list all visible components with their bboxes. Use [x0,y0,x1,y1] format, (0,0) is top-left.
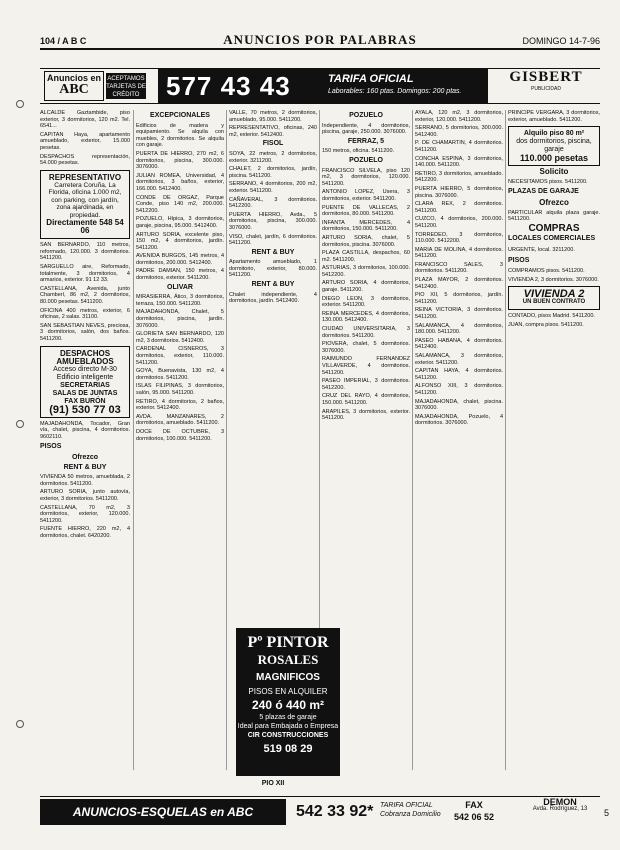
classified-ad: SOYA, 22 metros, 2 dormitorios, exterior. 3211200. [229,150,317,164]
classified-ad: MIRASIERRA, Ático, 3 dormitorios, terraza, 150.000. 5411200. [136,294,224,307]
classified-ad: COMPRAMOS pisos. 5411200. [508,268,585,275]
phone-box [158,69,488,103]
classified-ad: P. DE CHAMARTIN, 4 dormitorios. 5411200. [415,140,503,153]
classified-ad: GLORIETA SAN BERNARDO, 120 m2, 3 dormitorios. 5412400. [136,331,224,344]
pintor-line8: CIR CONSTRUCCIONES [247,732,329,739]
classified-ad: PIO XII, 5 dormitorios, jardín. 5411200. [415,292,503,305]
esquelas-banner: ANUNCIOS-ESQUELAS en ABC [40,799,286,825]
footer-fax [454,799,494,823]
gisbert-name: GISBERT [509,69,583,85]
ad-title: DESPACHOS AMUEBLADOS [56,348,114,366]
classified-ad: POZUELO, Hípica, 3 dormitorios, garaje, piscina, 95.000. 5412400. [136,216,224,229]
classified-ad: CIUDAD UNIVERSITARIA, 3 dormitorios. 5411200. [322,326,410,339]
fisol-head: FISOL [262,140,284,148]
fax-number: 542 06 52 [454,812,495,822]
brand-line1: Anuncios en [46,73,101,83]
ad-price: 110.000 pesetas [519,153,589,164]
section-solicito: Solicito [539,167,569,177]
classified-ad: FUENTE HIERRO, 220 m2, 4 dormitorios, chalet. 6420200. [40,526,130,539]
ad-line: SECRETARIAS [60,381,110,389]
classified-ad: CASTELLANA, 70 m2, 3 dormitorios, exterior, 120.000. 5411200. [40,504,130,524]
rent-buy-title: RENT & BUY [251,248,295,256]
classified-ad: ISLAS FILIPINAS, 3 dormitorios, salón, 95.000. 5411200. [136,383,224,396]
classified-ad: GOYA, Buenavista, 130 m2, 4 dormitorios. 5411200. [136,368,224,381]
ad-title: REPRESENTATIVO [48,172,122,182]
column-rule [505,110,506,770]
classified-ad: ALCALDE Gaztambide, piso exterior, 3 dormitorios, 120 m2. Tel. 6541... [40,110,130,130]
classified-ad: 150 metros, oficina. 5411200. [322,148,395,155]
section-compras: COMPRAS [528,222,580,234]
ad-text: Carretera Coruña, La Florida, oficina 1.000 m2, con parking, con jardín, zona ajardinada, en propiedad. [48,181,122,219]
classified-ad: PARTICULAR alquila plaza garaje. 5411200. [508,209,600,223]
classified-ad: RETIRO, 3 dormitorios, amueblado. 5412200. [415,170,503,184]
column-3 [229,110,317,625]
tarifa-line2: Cobranza Domicilio [380,811,441,818]
page-number: 104 / A B C [40,36,87,46]
classified-ad: AVDA. MANZANARES, 2 dormitorios, amueblado. 5411200. [136,413,224,427]
representativo-ad [40,170,130,240]
rent-buy-title: RENT & BUY [251,281,295,289]
classified-ad: ARTURO SORIA, junto autovía, exterior, 3 dormitorios. 5411200. [40,489,130,502]
classified-ad: RAIMUNDO FERNANDEZ VILLAVERDE, 4 dormitorios. 5411200. [322,356,410,376]
classified-ad: CRUZ DEL RAYO, 4 dormitorios, 150.000. 5411200. [322,393,410,406]
classified-ad: SALAMANCA, 4 dormitorios, 180.000. 5411200. [415,322,503,336]
classified-ad: FRANCISCO SALES, 3 dormitorios. 5411200. [415,261,503,275]
section-locales: LOCALES COMERCIALES [508,235,596,243]
classified-ad: PASEO HABANA, 4 dormitorios. 5412400. [415,337,503,351]
classified-ad: AVENIDA BURGOS, 145 metros, 4 dormitorios, 200.000. 5412400. [136,253,224,266]
classified-ad: PADRE DAMIAN, 150 metros, 4 dormitorios, exterior. 5411200. [136,268,224,282]
classified-ad: FRANCISCO SILVELA, piso 120 m2, 3 dormitorios, 120.000. 5411200. [322,167,410,187]
classified-ad: Edificios de madera y equipamiento. Se alquila con muebles, 2 dormitorios. Se alquila con garaje. [136,122,224,149]
column-2 [136,110,224,770]
classified-ad: CAPITAN Haya, apartamento amueblado, exterior, 15.000 pesetas. [40,131,130,151]
vivienda-logo: VIVIENDA 2 [523,288,585,301]
classified-ad: REINA MERCEDES, 4 dormitorios, 130.000. 5412400. [322,310,410,324]
classified-ad: CAPITAN HAYA, 4 dormitorios. 5411200. [415,368,503,381]
section-pisos: PISOS [508,256,530,264]
section-plazas-garaje: PLAZAS DE GARAJE [508,188,579,196]
classified-ad: CASTELLANA, Avenida, junto Chamberí, 86 m2, 2 dormitorios, 80.000 pesetas. 5411200. [40,285,130,305]
tarjetas-badge: ACEPTAMOS TARJETAS DE CRÉDITO [106,73,146,99]
footer-tarifa [380,801,441,819]
classified-ad: RETIRO, 4 dormitorios, 2 baños, exterior. 5412400. [136,398,224,412]
banner-tarifa: TARIFA OFICIAL [328,73,414,85]
classified-ad: INFANTA MERCEDES, 4 dormitorios, 150.000. 5411200. [322,219,410,233]
classified-ad: ARAPILES, 3 dormitorios, exterior. 5411200. [322,408,410,422]
page-header [40,32,600,50]
classified-ad: CONTADO, pisos Madrid. 5411200. [508,313,595,320]
ad-line: FAX BURÓN [64,397,106,405]
vivienda-sub: UN BUEN CONTRATO [522,299,586,306]
classified-ad: CAÑAVERAL, 3 dormitorios. 5412200. [229,196,317,210]
classified-ad: PUENTE DE VALLECAS, 2 dormitorios, 80.000. 5411200. [322,204,410,218]
classified-ad: CHALET, 2 dormitorios, jardín, piscina. 5411200. [229,166,317,179]
page-date: DOMINGO 14-7-96 [522,36,600,46]
classified-ad: JULIAN ROMEA, Universidad, 4 dormitorios, 3 baños, exterior, 166.000. 5412400. [136,172,224,192]
classified-ad: PUERTA HIERRO, 5 dormitorios, piscina. 3076000. [415,185,503,199]
page-title: ANUNCIOS POR PALABRAS [223,32,417,47]
banner-phone: 577 43 43 [166,71,291,101]
classified-ad: SAN BERNARDO, 110 metros, reformado, 120.000. 3 dormitorios. 5411200. [40,242,130,262]
demon-addr: Avda. Rodríguez, 13 [532,806,588,812]
classified-ad: NECESITAMOS pisos. 5411200. [508,178,588,185]
fax-label: FAX [465,800,483,810]
column-1 [40,110,130,770]
classified-ad: SERRANO, 5 dormitorios, 300.000. 5412400. [415,125,503,138]
classified-ad: MAJADAHONDA, chalet, piscina. 3076000. [415,398,503,412]
side-index: 5 [604,808,610,818]
ad-phone: Directamente 548 54 06 [46,218,124,236]
classified-ad: OFICINA 400 metros, exterior, 6 oficinas, 2 salas. 31100. [40,307,130,321]
classified-ad: Chalet independiente, 4 dormitorios, jardín. 5412400. [229,291,317,305]
ferraz-head: FERRAZ, 5 [347,137,385,145]
pintor-line3: MAGNIFICOS [256,672,320,683]
classified-ad: DESPACHOS representación, 54.000 pesetas. [40,153,130,167]
classified-ad: MAJADAHONDA, Pozuelo, 4 dormitorios. 3076000. [415,413,503,427]
pintor-line1: Pº PINTOR [247,634,329,651]
classified-ad: DOCE DE OCTUBRE, 3 dormitorios, 100.000. 5411200. [136,428,224,442]
classified-ad: URGENTE, local. 3211200. [508,246,575,253]
scan-hole-mark [16,100,24,108]
olivar-head: OLIVAR [167,283,193,291]
top-banner [40,68,600,104]
vivienda-2-ad [508,286,600,310]
footer-demon [520,799,600,813]
tarifa-line1: TARIFA OFICIAL [380,802,433,809]
classified-ad: VISO, chalet, jardín, 6 dormitorios. 5411200. [229,233,317,247]
classified-ad: VIVIENDA 50 metros, amueblada, 2 dormitorios. 5411200. [40,474,130,487]
classified-ad: CONDE DE ORGAZ, Parque Conde, piso 140 m2, 200.000. 5412200. [136,194,224,214]
ad-phone: (91) 530 77 03 [49,403,121,416]
column-rule [412,110,413,770]
column-6 [508,110,600,770]
classified-ad: Apartamento amueblado, 1 dormitorio, exterior, 80.000. 5411200. [229,259,317,279]
classified-ad: PLAZA MAYOR, 2 dormitorios. 5412400. [415,277,503,290]
ad-line: SALAS DE JUNTAS [52,389,118,397]
classified-ad: PASEO IMPERIAL, 3 dormitorios. 5412200. [322,378,410,391]
section-ofrezco: Ofrezco [539,197,569,207]
classified-ad: TORREDEO, 3 dormitorios, 110.000. 5412200. [415,231,503,245]
column-rule [226,110,227,770]
pintor-line4: PISOS EN ALQUILER [248,687,328,696]
classified-ad: ANTONIO LOPEZ, Usera, 3 dormitorios, exterior. 5411200. [322,189,410,202]
scan-hole-mark [16,420,24,428]
classified-ad: MARIA DE MOLINA, 4 dormitorios. 5411200. [415,246,503,260]
classified-ad: SARGUELLO aire, Reformado, totalmente, 3 dormitorios, 4 armarios, exterior. 91 12 33. [40,264,130,284]
classified-ad: SERRANO, 4 dormitorios, 200 m2, exterior. 5411200. [229,181,317,194]
demon-name: DEMON [543,797,577,807]
classified-ad: VIVIENDA 2, 3 dormitorios. 3076000. [508,276,599,283]
newspaper-page [40,32,600,850]
pintor-line2: ROSALES [257,652,319,667]
esquelas-phone: 542 33 92* [296,803,374,820]
pozuelo-head-2: POZUELO [349,156,383,164]
ad-title: Alquilo piso 80 m² [523,130,585,138]
classified-ad: PUERTA DE HIERRO, 270 m2, 6 dormitorios, piscina, 300.000. 3076000. [136,150,224,171]
scan-hole-mark [16,720,24,728]
section-ofrezco: Ofrezco [71,453,99,461]
classified-ad: DIEGO LEON, 3 dormitorios, exterior. 5411200. [322,295,410,309]
classified-ad: MAJADAHONDA, Tocador, Gran vía, chalet, piscina, 4 dormitorios. 9602110. [40,420,130,440]
classified-ad: ARTURO SORIA, chalet, 5 dormitorios, piscina. 3076000. [322,234,410,248]
column-4 [322,110,410,770]
banner-tarifa-sub: Laborables: 160 ptas. Domingos: 200 ptas. [328,88,462,95]
classified-ad: ALFONSO XIII, 3 dormitorios. 5411200. [415,383,503,396]
classified-ad: AYALA, 120 m2, 3 dormitorios, exterior, 120.000. 5411200. [415,110,503,123]
classified-ad: ARTURO SORIA, excelente piso, 150 m2, 4 dormitorios, jardín. 5411200. [136,231,224,251]
classified-ad: CLARA REX, 2 dormitorios. 5411200. [415,201,503,214]
ad-line: Acceso directo M-30 [53,365,117,373]
classified-ad: ARTURO SORIA, 4 dormitorios, garaje. 5411200. [322,280,410,294]
classified-ad: MAJADAHONDA, Chalet, 5 dormitorios, piscina, jardín. 3076000. [136,309,224,329]
pio-head: PIO XII [261,780,285,787]
classified-ad: SAN SEBASTIAN NEVES, preciosa, 3 dormitorios, salón, dos baños. 5411200. [40,322,130,342]
pintor-line6: 5 plazas de garaje [259,714,317,721]
column-5 [415,110,503,770]
pozuelo-head: POZUELO [349,112,383,119]
ad-line: Edificio inteligente [56,373,114,381]
brand-line2: ABC [59,82,89,97]
classified-ad: CUZCO, 4 dormitorios, 200.000. 5411200. [415,216,503,229]
classified-ad: CONCHA ESPINA, 3 dormitorios, 140.000. 5411200. [415,155,503,169]
brand-box [44,71,104,101]
ad-text: dos dormitorios, piscina, garaje [516,138,592,154]
classified-ad: PLAZA CASTILLA, despachos, 60 m2. 5411200. [322,250,410,263]
pintor-line7: Ideal para Embajada o Empresa [237,723,339,730]
alquilo-ad [508,126,600,166]
pintor-phone: 519 08 29 [263,743,313,755]
classified-ad: ASTURIAS, 3 dormitorios, 100.000. 5412200. [322,265,410,278]
classified-ad: PRINCIPE VERGARA, 3 dormitorios, exterior, amueblado. 5411200. [508,110,600,123]
section-pisos: PISOS [40,443,62,451]
classified-ad: PIOVERA, chalet, 5 dormitorios. 3076000. [322,341,410,354]
gisbert-sub: PUBLICIDAD [530,86,561,92]
column-rule [133,110,134,770]
despachos-ad [40,346,130,418]
gisbert-logo [496,69,596,101]
page-footer [40,796,600,827]
pintor-line5: 240 ó 440 m² [251,698,325,712]
rent-buy-title: RENT & BUY [63,463,107,471]
classified-ad: CARDENAL CISNEROS, 3 dormitorios, exterior, 110.000. 5411200. [136,346,224,366]
classified-ad: Independiente, 4 dormitorios, piscina, garaje, 250.000. 3076000. [322,122,410,136]
classified-ad: VALLE, 70 metros, 2 dormitorios, amueblado, 95.000. 5411200. [229,110,317,123]
classified-ad: PUERTA HIERRO, Avda., 5 dormitorios, piscina, 300.000. 3076000. [229,211,317,231]
excepcionales-head: EXCEPCIONALES [150,112,210,119]
classified-ad: SALAMANCA, 3 dormitorios, exterior. 5411200. [415,353,503,366]
classified-ad: REPRESENTATIVO, oficinas, 240 m2, exterior. 5412400. [229,125,317,138]
classified-ad: REINA VICTORIA, 3 dormitorios. 5411200. [415,307,503,321]
classified-ad: JUAN, compra pisos. 5411200. [508,321,584,328]
